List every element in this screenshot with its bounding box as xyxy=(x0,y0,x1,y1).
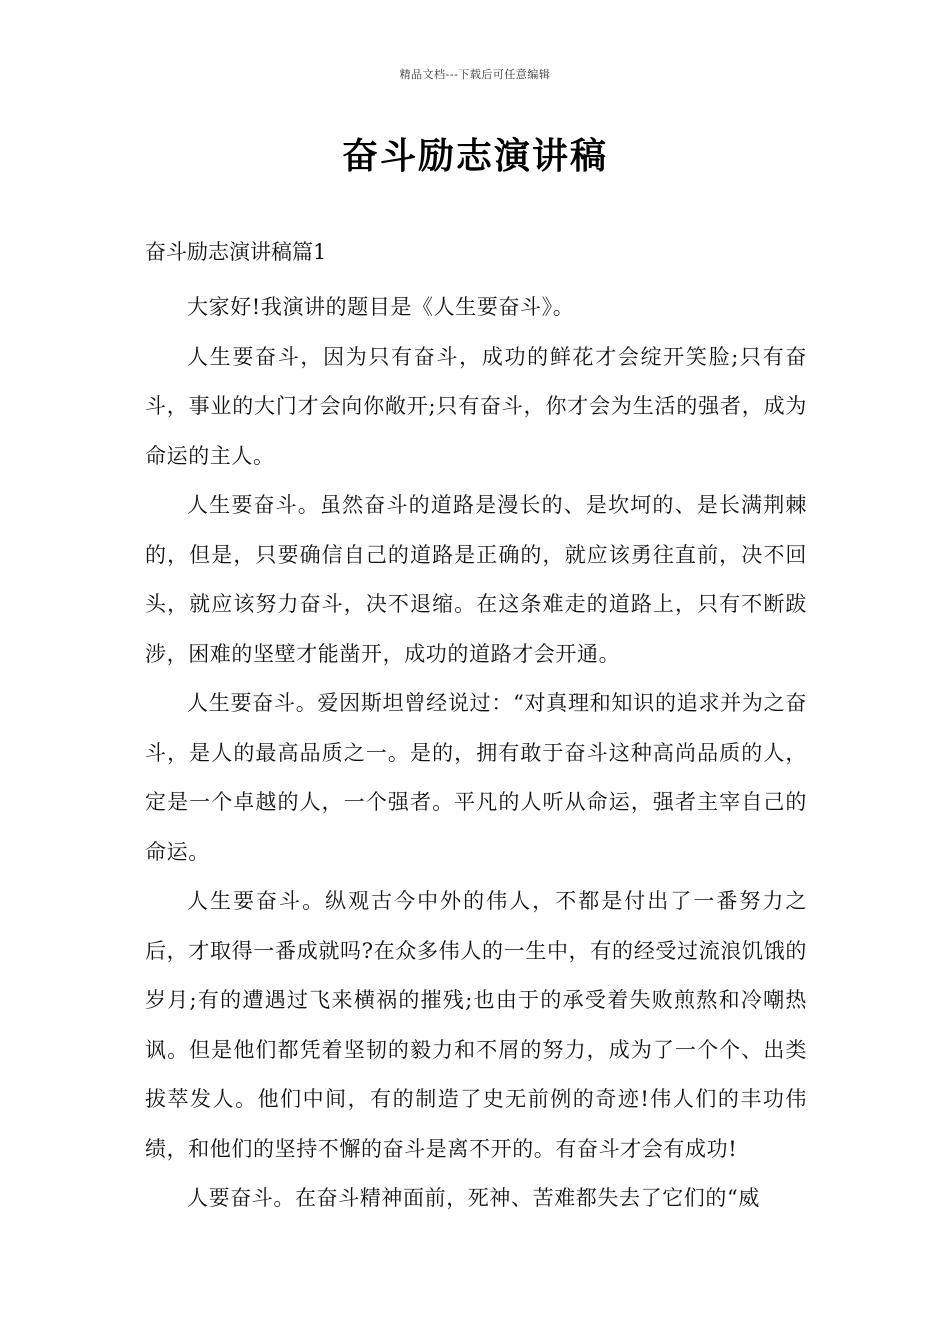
body-text xyxy=(145,283,807,1224)
paragraph: 人生要奋斗，因为只有奋斗，成功的鲜花才会绽开笑脸;只有奋斗，事业的大门才会向你敞开;只有奋斗，你才会为生活的强者，成为命运的主人。 xyxy=(145,344,807,468)
paragraph: 人生要奋斗。纵观古今中外的伟人，不都是付出了一番努力之后，才取得一番成就吗?在众多伟人的一生中，有的经受过流浪饥饿的岁月;有的遭遇过飞来横祸的摧残;也由于的承受着失败煎熬和冷嘲热讽。但是他们都凭着坚韧的毅力和不屑的努力，成为了一个个、出类拔萃发人。他们中间，有的制造了史无前例的奇迹!伟人们的丰功伟绩，和他们的坚持不懈的奋斗是离不开的。有奋斗才会有成功! xyxy=(145,889,807,1161)
header-note: 精品文档---下载后可任意编辑 xyxy=(399,68,551,81)
paragraph: 大家好!我演讲的题目是《人生要奋斗》。 xyxy=(187,295,575,319)
section-heading: 奋斗励志演讲稿篇1 xyxy=(145,240,327,264)
paragraph: 人生要奋斗。爱因斯坦曾经说过：“对真理和知识的追求并为之奋斗，是人的最高品质之一。是的，拥有敢于奋斗这种高尚品质的人，定是一个卓越的人，一个强者。平凡的人听从命运，强者主宰自己的命运。 xyxy=(145,691,807,864)
paragraph: 人生要奋斗。虽然奋斗的道路是漫长的、是坎坷的、是长满荆棘的，但是，只要确信自己的道路是正确的，就应该勇往直前，决不回头，就应该努力奋斗，决不退缩。在这条难走的道路上，只有不断跋涉，困难的坚壁才能凿开，成功的道路才会开通。 xyxy=(145,493,807,666)
paragraph: 人要奋斗。在奋斗精神面前，死神、苦难都失去了它们的“威 xyxy=(187,1186,760,1210)
document-title: 奋斗励志演讲稿 xyxy=(341,136,608,177)
